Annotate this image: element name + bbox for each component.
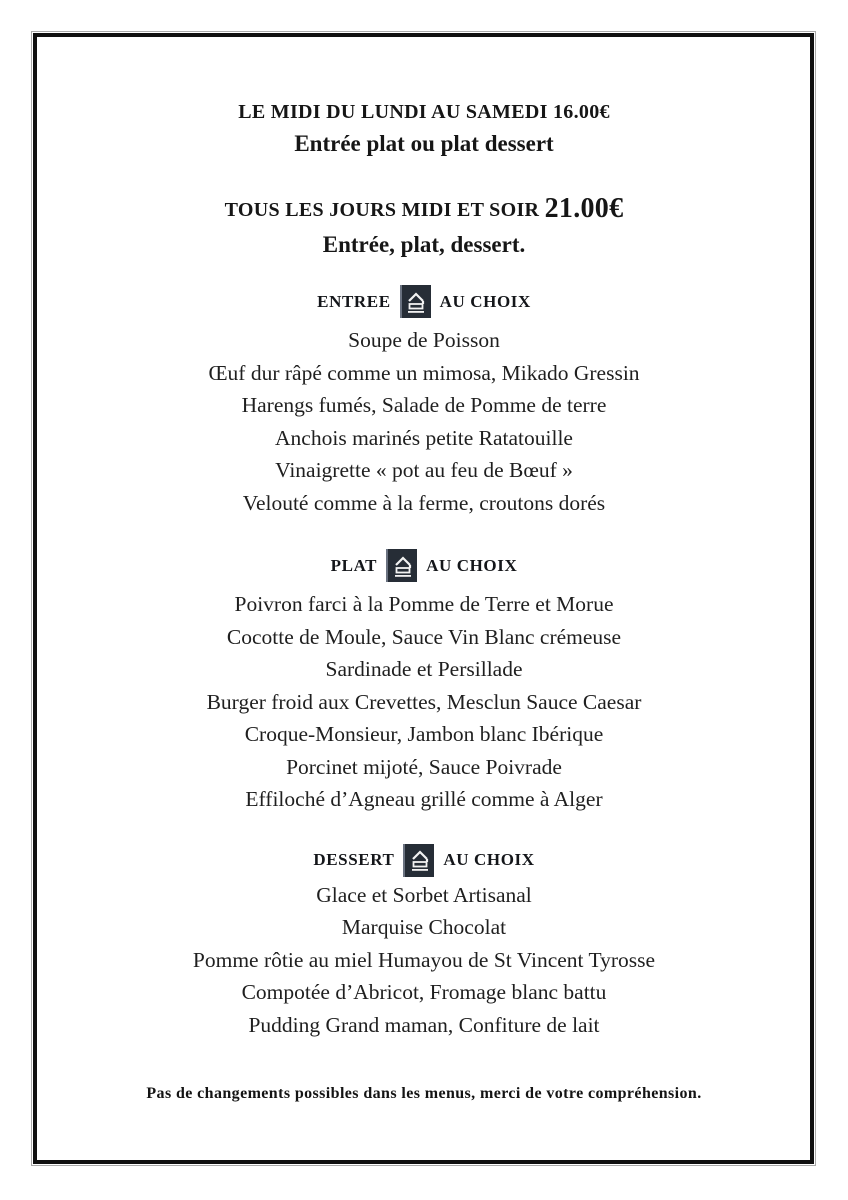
menu-item: Croque-Monsieur, Jambon blanc Ibérique xyxy=(244,722,604,746)
menu-item: Porcinet mijoté, Sauce Poivrade xyxy=(286,754,562,779)
offer-allday-label: TOUS LES JOURS MIDI ET SOIR xyxy=(224,199,540,221)
menu-item: Marquise Chocolat xyxy=(341,915,507,939)
menu-item: Œuf dur râpé comme un mimosa, Mikado Gressin xyxy=(208,360,640,385)
entree-items xyxy=(0,324,848,519)
offer-lunch-label: LE MIDI DU LUNDI AU SAMEDI xyxy=(238,101,548,123)
menu-item: Compotée d’Abricot, Fromage blanc battu xyxy=(241,980,607,1004)
section-choice-label-entree: AU CHOIX xyxy=(439,291,531,311)
section-heading-plat xyxy=(0,549,848,582)
menu-item: Burger froid aux Crevettes, Mesclun Sauce Caesar xyxy=(206,689,642,714)
section-heading-entree xyxy=(0,285,848,318)
offer-allday-price: 21.00€ xyxy=(544,193,624,224)
dessert-items xyxy=(0,879,848,1042)
section-name-dessert: DESSERT xyxy=(313,850,395,869)
menu-item: Effiloché d’Agneau grillé comme à Alger xyxy=(245,787,603,811)
section-marker-icon xyxy=(386,549,417,582)
offer-lunch-line xyxy=(0,100,848,124)
menu-item: Harengs fumés, Salade de Pomme de terre xyxy=(241,393,607,417)
offer-allday-subtitle: Entrée, plat, dessert. xyxy=(322,232,526,257)
menu-item: Glace et Sorbet Artisanal xyxy=(316,882,532,907)
section-name-plat: PLAT xyxy=(330,555,378,575)
menu-item: Poivron farci à la Pomme de Terre et Morue xyxy=(234,592,614,616)
menu-item: Anchois marinés petite Ratatouille xyxy=(275,425,573,450)
section-heading-dessert xyxy=(0,844,848,877)
menu-item: Vinaigrette « pot au feu de Bœuf » xyxy=(275,458,573,482)
offer-allday-line xyxy=(0,194,848,225)
section-choice-label-dessert: AU CHOIX xyxy=(443,850,535,869)
section-choice-label-plat: AU CHOIX xyxy=(426,555,518,575)
menu-item: Soupe de Poisson xyxy=(348,328,500,352)
plat-items xyxy=(0,588,848,816)
offer-lunch-price: 16.00€ xyxy=(553,101,610,123)
section-marker-icon xyxy=(403,844,434,877)
menu-item: Pudding Grand maman, Confiture de lait xyxy=(248,1012,600,1037)
menu-item: Sardinade et Persillade xyxy=(325,657,523,681)
section-marker-icon xyxy=(400,285,431,318)
menu-item: Cocotte de Moule, Sauce Vin Blanc crémeuse xyxy=(226,624,622,649)
menu-item: Pomme rôtie au miel Humayou de St Vincent Tyrosse xyxy=(192,947,656,972)
menu-item: Velouté comme à la ferme, croutons dorés xyxy=(242,490,606,515)
section-name-entree: ENTREE xyxy=(317,291,391,311)
offer-lunch-subtitle: Entrée plat ou plat dessert xyxy=(294,131,554,156)
footer-note: Pas de changements possibles dans les menus, merci de votre compréhension. xyxy=(146,1085,702,1102)
